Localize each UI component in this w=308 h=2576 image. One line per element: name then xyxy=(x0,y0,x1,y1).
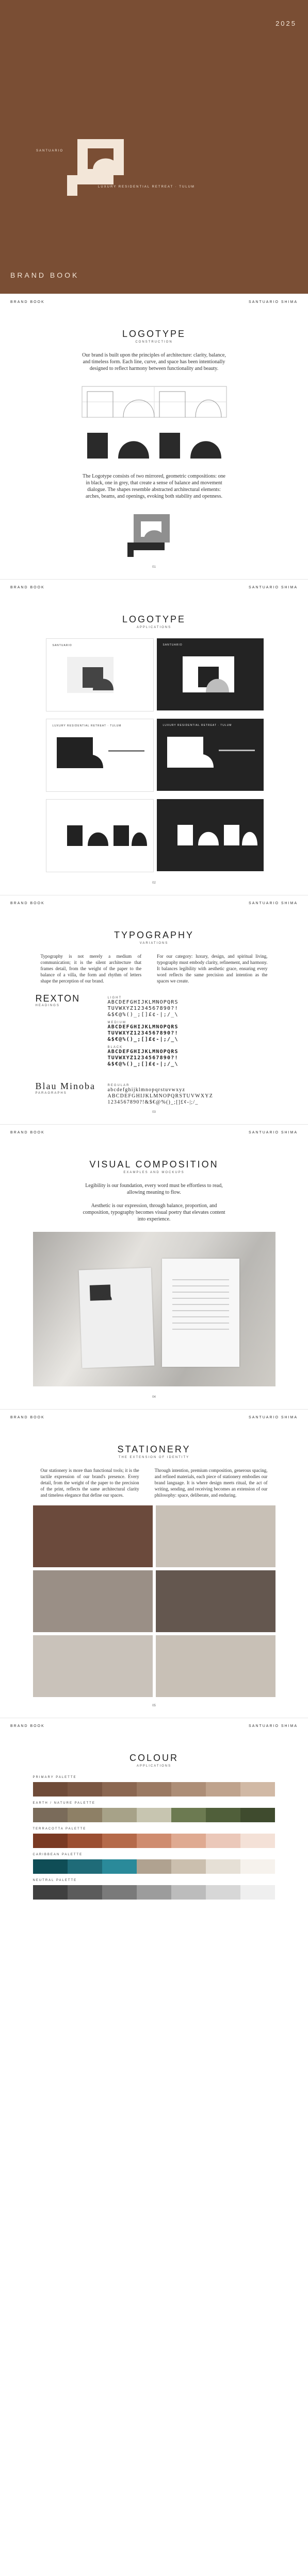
glyphs-black: ABCDEFGHIJKLMNOPQRS TUVWXYZ1234567890?! &$€@%()_;[]£¢-|;/_\ xyxy=(107,1049,179,1067)
color-swatch xyxy=(240,1808,275,1822)
color-swatch xyxy=(171,1782,206,1797)
color-swatch xyxy=(206,1834,240,1848)
palette-label: TERRACOTTA PALETTE xyxy=(33,1827,87,1831)
application-card xyxy=(157,719,264,791)
header-right: SANTUARIO SHIMA xyxy=(249,902,298,905)
section-subtitle: THE EXTENSION OF IDENTITY xyxy=(118,1456,190,1459)
palette-swatches xyxy=(33,1808,275,1822)
palette-swatches xyxy=(33,1834,275,1848)
typography-text xyxy=(41,953,268,984)
mockup-photo xyxy=(33,1232,275,1386)
font-blau-glyphs xyxy=(108,1081,273,1106)
color-swatch xyxy=(33,1834,68,1848)
palette-list xyxy=(33,1776,275,1900)
card-label: SANTUARIO xyxy=(52,644,72,647)
stationery-text xyxy=(41,1467,268,1498)
document-mockup-1 xyxy=(78,1268,154,1368)
color-swatch xyxy=(206,1782,240,1797)
stationery-photo xyxy=(156,1505,275,1567)
logo-mark xyxy=(46,719,153,791)
stationery-photo xyxy=(156,1570,275,1632)
section-subtitle: VARIATIONS xyxy=(139,942,169,945)
palette-swatches xyxy=(33,1782,275,1797)
application-card xyxy=(46,719,154,792)
cover-year: 2025 xyxy=(275,20,297,27)
color-swatch xyxy=(171,1885,206,1900)
section-subtitle: CONSTRUCTION xyxy=(135,341,173,344)
color-swatch xyxy=(137,1782,171,1797)
applications-section xyxy=(0,579,308,895)
color-swatch xyxy=(33,1782,68,1797)
logotype-text-1: Our brand is built upon the principles of architecture: clarity, balance, and timeless form. Each line, curve, and space has been intentionally designed to reflect harmony between functionality and beauty. xyxy=(82,352,226,371)
logotype-wordmark xyxy=(46,800,153,872)
application-row xyxy=(46,719,263,792)
application-card xyxy=(46,638,154,711)
typography-right-text: For our category: luxury, design, and spiritual living, typography must embody clarity, refinement, and harmony. It balances legibility with aesthetic grace, ensuring every word reflects the same precision and intention as the spaces we create. xyxy=(157,954,268,984)
colour-section xyxy=(0,1718,308,1910)
card-label: LUXURY RESIDENTIAL RETREAT · TULUM xyxy=(163,724,232,727)
cover-title: BRAND BOOK xyxy=(10,271,79,279)
header xyxy=(0,895,308,911)
stationery-photo xyxy=(33,1635,153,1697)
color-swatch xyxy=(206,1885,240,1900)
section-subtitle: EXAMPLES AND MOCKUPS xyxy=(123,1171,185,1174)
logotype-text-2: The Logotype consists of two mirrored, geometric compositions: one in black, one in grey, that create a sense of balance and movement dialogue. The shapes resemble abstracted architectural elements: arches, beams, and openings, evoking both stability and openness. xyxy=(83,473,225,499)
logo-mark xyxy=(157,638,264,710)
header-left: BRAND BOOK xyxy=(10,902,45,905)
stationery-right-text: Through intention, premium composition, generous spacing, and refined materials, each piece of stationery embodies our brand language. It is where design meets ritual, the act of writing, sending, and receiving becomes an extension of our philosophy: space, deliberate, and enduring. xyxy=(154,1468,268,1498)
card-label: LUXURY RESIDENTIAL RETREAT · TULUM xyxy=(52,724,122,727)
header xyxy=(0,294,308,310)
color-swatch xyxy=(68,1859,102,1874)
logo-mark xyxy=(157,719,264,791)
palette-label: EARTH / NATURE PALETTE xyxy=(33,1802,95,1805)
color-swatch xyxy=(240,1885,275,1900)
color-swatch xyxy=(102,1834,137,1848)
section-title: STATIONERY xyxy=(117,1444,191,1454)
visual-composition-section xyxy=(0,1124,308,1409)
header-left: BRAND BOOK xyxy=(10,300,45,304)
page-number: 02 xyxy=(152,882,156,885)
logotype-construction xyxy=(77,381,232,464)
font-blau-info xyxy=(36,1081,108,1106)
section-title: COLOUR xyxy=(129,1753,179,1763)
color-swatch xyxy=(137,1885,171,1900)
logo-mark xyxy=(46,639,153,711)
logotype-wordmark xyxy=(157,799,264,871)
color-swatch xyxy=(68,1885,102,1900)
logotype-section xyxy=(0,294,308,579)
color-swatch xyxy=(137,1834,171,1848)
palette-label: PRIMARY PALETTE xyxy=(33,1776,77,1779)
color-swatch xyxy=(206,1859,240,1874)
header-left: BRAND BOOK xyxy=(10,1724,45,1728)
weight-label-medium: MEDIUM xyxy=(107,1021,126,1024)
logo-mark xyxy=(78,1268,154,1368)
header-left: BRAND BOOK xyxy=(10,1416,45,1419)
weight-label-regular: REGULAR xyxy=(107,1084,130,1087)
application-card xyxy=(157,638,264,710)
header-right: SANTUARIO SHIMA xyxy=(249,1131,298,1134)
font-rexton-glyphs xyxy=(108,993,273,1067)
weight-label-light: LIGHT xyxy=(107,996,122,999)
section-title: VISUAL COMPOSITION xyxy=(89,1159,219,1170)
header xyxy=(0,580,308,596)
stationery-left-text: Our stationery is more than functional tools; it is the tactile expression of our brand's presence. Every detail, from the weight of the paper to the precision of the print, reflects the same architectural clarity and timeless elegance that define our spaces. xyxy=(40,1468,139,1498)
font-role: HEADINGS xyxy=(35,1004,60,1007)
application-row xyxy=(46,638,263,711)
application-card xyxy=(157,799,264,871)
palette-swatches xyxy=(33,1859,275,1874)
cover-brand-small: SANTUARIO xyxy=(36,149,64,152)
section-subtitle: APPLICATIONS xyxy=(136,1765,172,1768)
application-row xyxy=(46,799,263,872)
section-subtitle: APPLICATIONS xyxy=(136,626,172,629)
header-right: SANTUARIO SHIMA xyxy=(249,300,298,304)
palette-swatches xyxy=(33,1885,275,1900)
color-swatch xyxy=(240,1859,275,1874)
color-swatch xyxy=(171,1808,206,1822)
font-role: PARAGRAPHS xyxy=(35,1092,67,1095)
color-swatch xyxy=(137,1859,171,1874)
section-title: TYPOGRAPHY xyxy=(114,930,194,940)
glyphs-light: ABCDEFGHIJKLMNOPQRS TUVWXYZ1234567890?! &$€@%()_;[]£¢-|;/_\ xyxy=(107,999,179,1018)
color-swatch xyxy=(240,1782,275,1797)
header-left: BRAND BOOK xyxy=(10,1131,45,1134)
glyphs-regular: abcdefghijklmnopqrstuvwxyz ABCDEFGHIJKLMNOPQRSTUVWXYZ 1234567890?!&$€@%()_;[]£¢-|;/_ xyxy=(107,1087,214,1105)
document-mockup-2 xyxy=(162,1259,239,1367)
color-swatch xyxy=(68,1834,102,1848)
color-swatch xyxy=(102,1859,137,1874)
color-swatch xyxy=(33,1859,68,1874)
card-label: SANTUARIO xyxy=(163,643,183,647)
header-right: SANTUARIO SHIMA xyxy=(249,1724,298,1728)
color-swatch xyxy=(102,1885,137,1900)
application-card xyxy=(46,799,154,872)
section-title: LOGOTYPE xyxy=(122,329,186,339)
header-left: BRAND BOOK xyxy=(10,586,45,589)
font-name: REXTON xyxy=(35,993,80,1004)
stationery-photo xyxy=(156,1635,275,1697)
page-number: 03 xyxy=(152,1111,156,1114)
construction-grid xyxy=(77,381,232,422)
color-swatch xyxy=(206,1808,240,1822)
glyphs-medium: ABCDEFGHIJKLMNOPQRS TUVWXYZ1234567890?! &$€@%()_;[]£¢-|;/_\ xyxy=(107,1024,179,1042)
applications-grid xyxy=(46,638,263,872)
font-name: Blau Minoba xyxy=(35,1081,95,1091)
color-swatch xyxy=(171,1859,206,1874)
page-number: 04 xyxy=(152,1396,156,1399)
typography-left-text: Typography is not merely a medium of communication; it is the silent architecture that frames detail, from the weight of the paper to the balance of a villa, the form and rhythm of letters shape the perception of our brand. xyxy=(40,954,142,984)
color-swatch xyxy=(68,1782,102,1797)
header-right: SANTUARIO SHIMA xyxy=(249,586,298,589)
weight-label-black: BLACK xyxy=(107,1046,123,1049)
typography-section xyxy=(0,895,308,1124)
color-swatch xyxy=(137,1808,171,1822)
color-swatch xyxy=(171,1834,206,1848)
color-swatch xyxy=(68,1808,102,1822)
color-swatch xyxy=(33,1885,68,1900)
font-blau-minoba xyxy=(36,1081,273,1106)
stationery-grid xyxy=(33,1505,275,1697)
cover-page xyxy=(0,0,308,294)
visual-text: Legibility is our foundation, every word must be effortless to read, allowing meaning to flow. Aesthetic is our expression, through balance, proportion, and composition, typography becomes visual poetry that elevates content into experience. xyxy=(83,1183,225,1222)
color-swatch xyxy=(33,1808,68,1822)
cover-tagline: LUXURY RESIDENTIAL RETREAT · TULUM xyxy=(98,185,195,189)
header xyxy=(0,1718,308,1734)
color-swatch xyxy=(102,1782,137,1797)
page-number: 05 xyxy=(152,1704,156,1707)
font-rexton-info xyxy=(36,993,108,1067)
color-swatch xyxy=(240,1834,275,1848)
font-rexton xyxy=(36,993,273,1067)
stationery-photo xyxy=(33,1570,153,1632)
logotype-grey-mark xyxy=(123,509,185,561)
palette-label: NEUTRAL PALETTE xyxy=(33,1879,77,1882)
stationery-section xyxy=(0,1409,308,1718)
section-title: LOGOTYPE xyxy=(122,614,186,624)
logotype-wordmark xyxy=(77,428,232,464)
color-swatch xyxy=(102,1808,137,1822)
stationery-photo xyxy=(33,1505,153,1567)
header-right: SANTUARIO SHIMA xyxy=(249,1416,298,1419)
palette-label: CARIBBEAN PALETTE xyxy=(33,1853,83,1856)
header xyxy=(0,1125,308,1141)
logo-mark xyxy=(57,134,150,211)
page-number: 01 xyxy=(152,566,156,569)
header xyxy=(0,1410,308,1426)
